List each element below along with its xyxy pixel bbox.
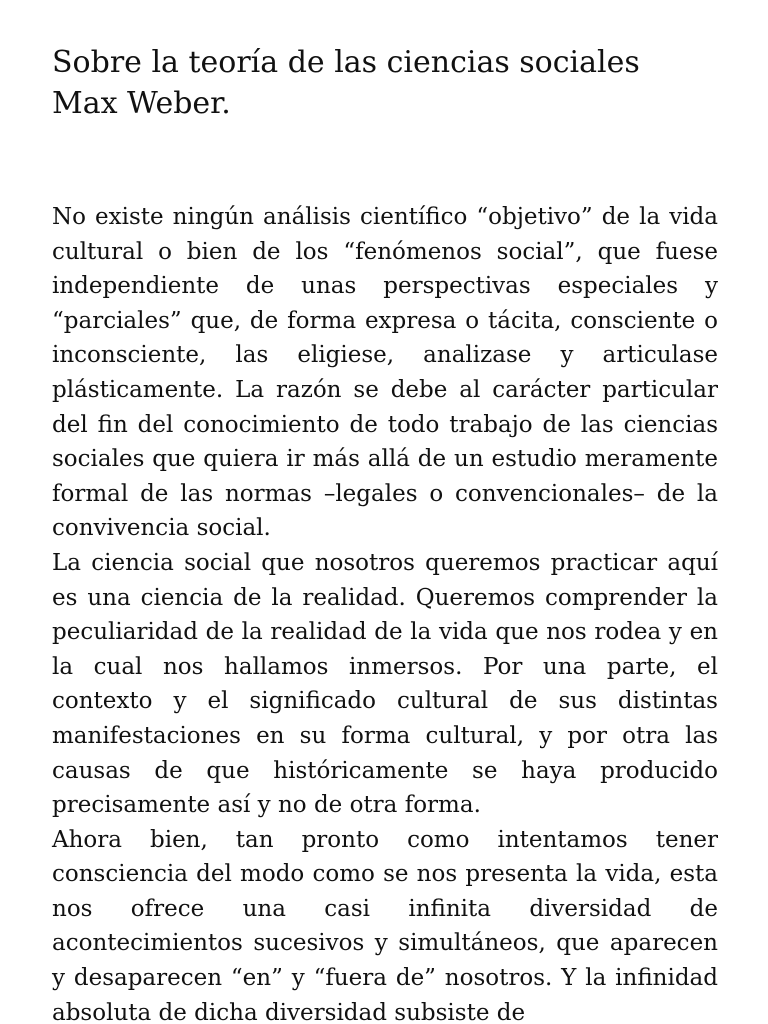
paragraph-2: La ciencia social que nosotros queremos practicar aquí es una ciencia de la realidad. Queremos comprender la peculiaridad de la realidad de la vida que nos rodea y en la cual nos hallamos inmersos. Por una parte, el contexto y el significado cultural de sus distintas manifestaciones en su forma cultural, y por otra las causas de que históricamente se haya producido precisamente así y no de otra forma. bbox=[52, 549, 718, 819]
document-author: Max Weber. bbox=[52, 86, 231, 121]
document-body bbox=[52, 200, 718, 1024]
paragraph-1: No existe ningún análisis científico “objetivo” de la vida cultural o bien de los “fenómenos social”, que fuese independiente de unas perspectivas especiales y “parciales” que, de forma expresa o tácita, consciente o inconsciente, las eligiese, analizase y articulase plásticamente. La razón se debe al carácter particular del fin del conocimiento de todo trabajo de las ciencias sociales que quiera ir más allá de un estudio meramente formal de las normas –legales o convencionales– de la convivencia social. bbox=[52, 204, 718, 542]
paragraph-3: Ahora bien, tan pronto como intentamos tener consciencia del modo como se nos presenta la vida, esta nos ofrece una casi infinita diversidad de acontecimientos sucesivos y simultáneos, que aparecen y desaparecen “en” y “fuera de” nosotros. Y la infinidad absoluta de dicha diversidad subsiste de bbox=[52, 826, 718, 1024]
document-heading bbox=[52, 42, 732, 124]
document-title: Sobre la teoría de las ciencias sociales bbox=[52, 45, 640, 80]
